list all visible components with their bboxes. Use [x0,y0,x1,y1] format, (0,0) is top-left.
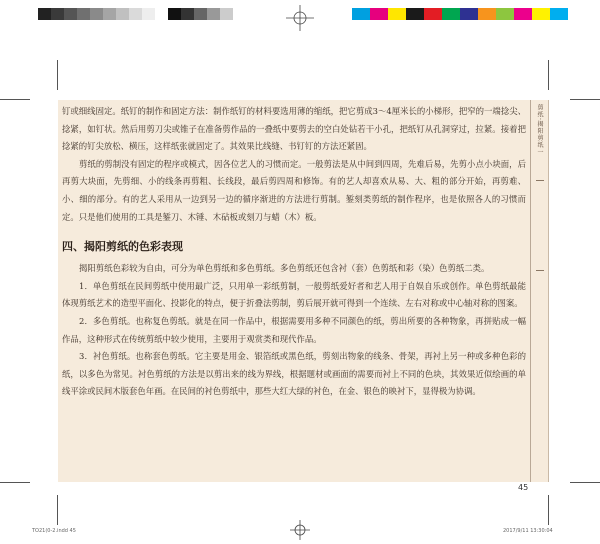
paragraph: 钉或细线固定。纸钉的制作和固定方法：制作纸钉的材料要选用薄的缩纸，把它剪成3～4厘米长的小梯形，把窄的一端捻尖、捻紧，如钉状。然后用剪刀尖或锥子在准备剪作品的一叠纸中要剪去的空白处钻若干小孔，把纸钉从孔洞穿过，拉紧。接着把捻紧的钉尖放松、横压，这样纸张就固定了。其效果比线缝、书钉钉的方法还紧固。 [62,106,526,152]
color-swatch [155,8,168,20]
color-swatch [460,8,478,20]
body-text [62,103,526,401]
color-swatch [51,8,64,20]
crop-mark [57,60,58,90]
crop-mark [0,99,30,100]
paragraph: 3．衬色剪纸。也称套色剪纸。它主要是用金、银箔纸或黑色纸，剪刻出物象的线条、骨架，再衬上另一种或多种色彩的纸，以多色为常见。衬色剪纸的方法是以剪出来的线为界线，根据题材或画面的需要而衬上不同的色块，其效果近似绘画的单线平涂或民间木版套色年画。在民间的衬色剪纸中，那些大红大绿的衬色，在金、银色的映衬下，显得极为协调。 [62,351,526,397]
color-swatch [142,8,155,20]
slug-timestamp: 2017/9/11 13:30:04 [503,528,553,534]
paragraph: 剪纸的剪制没有固定的程序或模式，因各位艺人的习惯而定。一般剪法是从中间到四周，先难后易，先剪小点小块面，后再剪大块面，先剪细、小的线条再剪粗、长线段，最后剪四周和修饰。有的艺人却喜欢从易、大、粗的部分开始，再剪难、小、细的部分。有的艺人采用从一边到另一边的循序渐进的方法进行剪制。錾刻类剪纸的制作程序，也是依照各人的习惯而定。只是他们使用的工具是錾刀、木锤、木砧板或刻刀与蜡（木）板。 [62,158,526,222]
color-swatch [220,8,233,20]
print-color-bar-gray [38,8,233,20]
print-color-bar-color [352,8,568,20]
color-swatch [532,8,550,20]
color-swatch [424,8,442,20]
registration-mark-icon [290,520,310,540]
color-swatch [90,8,103,20]
color-swatch [442,8,460,20]
color-swatch [181,8,194,20]
color-swatch [38,8,51,20]
paragraph: 揭阳剪纸色彩较为自由，可分为单色剪纸和多色剪纸。多色剪纸还包含衬（套）色剪纸和彩（染）色剪纸二类。 [79,263,490,274]
crop-mark [57,495,58,525]
color-swatch [168,8,181,20]
color-swatch [116,8,129,20]
crop-mark [548,60,549,90]
crop-mark [548,495,549,525]
color-swatch [103,8,116,20]
section-heading: 四、揭阳剪纸的色彩表现 [62,240,183,254]
side-tick [536,270,544,271]
color-swatch [514,8,532,20]
crop-mark [570,99,600,100]
slug-filename: TO21(0-2.indd 45 [32,528,76,534]
registration-mark-icon [286,5,314,31]
color-swatch [352,8,370,20]
paragraph: 2．多色剪纸。也称复色剪纸。就是在同一作品中，根据需要用多种不同颜色的纸，剪出所要的各种物象，再拼贴成一幅作品，这种形式在传统剪纸中较少使用，主要用于观赏类和现代作品。 [62,315,526,344]
color-swatch [64,8,77,20]
side-divider [548,100,549,482]
color-swatch [550,8,568,20]
color-swatch [207,8,220,20]
paragraph: 1．单色剪纸在民间剪纸中使用最广泛，只用单一彩纸剪制，一般剪纸爱好者和艺人用于自娱自乐或创作。单色剪纸最能体现剪纸艺术的造型平面化、投影化的特点，便于折叠法剪制，剪后展开就可得到一个连续、左右对称或中心轴对称的图案。 [62,280,526,309]
color-swatch [406,8,424,20]
color-swatch [478,8,496,20]
color-swatch [388,8,406,20]
crop-mark [0,482,30,483]
color-swatch [129,8,142,20]
running-header-vertical: 剪纸·揭阳剪纸一 [536,104,543,156]
color-swatch [370,8,388,20]
crop-mark [570,482,600,483]
side-tick [536,180,544,181]
color-swatch [77,8,90,20]
page-number: 45 [518,483,529,492]
color-swatch [496,8,514,20]
color-swatch [194,8,207,20]
side-strip [530,100,549,482]
